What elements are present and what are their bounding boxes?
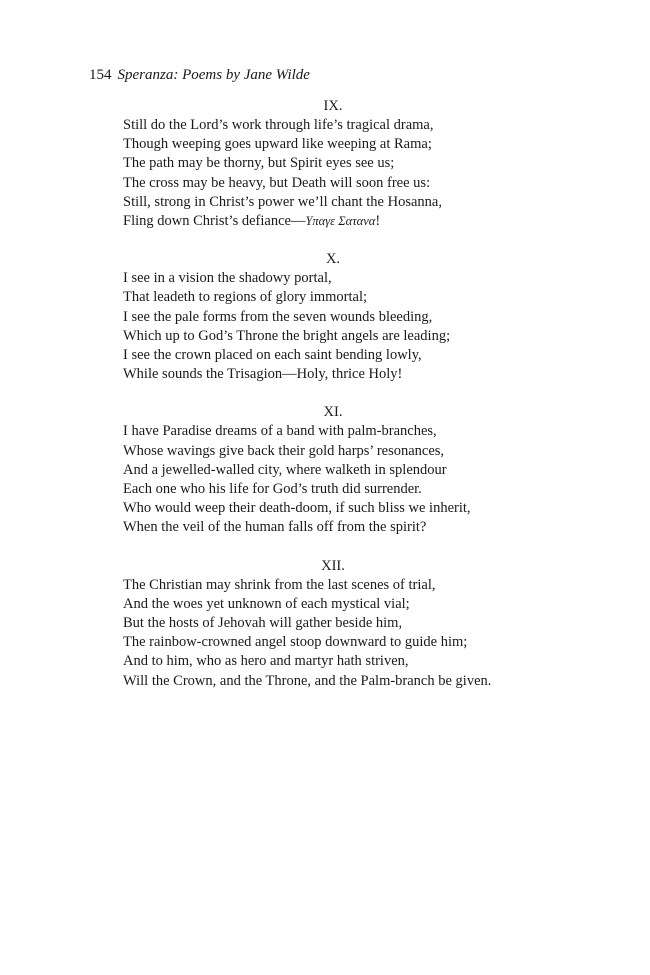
poem-line: That leadeth to regions of glory immortal; — [123, 289, 368, 306]
poem-line: While sounds the Trisagion—Holy, thrice Holy! — [123, 366, 403, 383]
poem-line: And to him, who as hero and martyr hath striven, — [123, 653, 409, 670]
stanza-number: XII. — [321, 557, 345, 574]
poem-line: And the woes yet unknown of each mystical vial; — [123, 595, 410, 612]
stanza-x — [123, 250, 593, 384]
poem-line: The cross may be heavy, but Death will soon free us: — [123, 174, 431, 191]
running-head — [89, 66, 310, 84]
poem-line: The path may be thorny, but Spirit eyes see us; — [123, 155, 395, 172]
poem-line: I see the crown placed on each saint bending lowly, — [123, 347, 422, 364]
stanza-number: XI. — [323, 404, 343, 421]
poem-line: Though weeping goes upward like weeping at Rama; — [123, 136, 432, 153]
poem-line: Who would weep their death-doom, if such bliss we inherit, — [123, 500, 471, 517]
poem-line-text: Fling down Christ’s defiance— — [123, 213, 306, 230]
poem-line: When the veil of the human falls off from the spirit? — [123, 519, 427, 536]
poem-line: I see the pale forms from the seven wounds bleeding, — [123, 308, 433, 325]
poem-line: The rainbow-crowned angel stoop downward to guide him; — [123, 634, 468, 651]
poem-line: I have Paradise dreams of a band with palm-branches, — [123, 423, 437, 440]
poem-line: I see in a vision the shadowy portal, — [123, 270, 332, 287]
poem-body — [123, 97, 593, 710]
book-title: Speranza: Poems by Jane Wilde — [117, 67, 310, 83]
poem-line: The Christian may shrink from the last scenes of trial, — [123, 576, 436, 593]
stanza-xi — [123, 403, 593, 537]
stanza-xii — [123, 557, 593, 691]
stanza-number: X. — [325, 251, 341, 268]
line-punctuation: ! — [375, 213, 381, 230]
stanza-ix — [123, 97, 593, 231]
poem-line: Which up to God’s Throne the bright angels are leading; — [123, 327, 451, 344]
poem-line: Still, strong in Christ’s power we’ll chant the Hosanna, — [123, 193, 442, 210]
poem-line: Will the Crown, and the Throne, and the Palm-branch be given. — [123, 672, 492, 689]
poem-line: Still do the Lord’s work through life’s tragical drama, — [123, 117, 434, 133]
stanza-number: IX. — [323, 98, 343, 114]
poem-line — [123, 212, 593, 231]
poem-line: Each one who his life for God’s truth did surrender. — [123, 481, 422, 498]
poem-line: And a jewelled-walled city, where walketh in splendour — [123, 461, 447, 478]
greek-phrase: Υπαγε Σατανα — [305, 214, 376, 229]
poem-line: But the hosts of Jehovah will gather beside him, — [123, 615, 403, 632]
poem-line: Whose wavings give back their gold harps’ resonances, — [123, 442, 445, 459]
page-number: 154 — [89, 67, 112, 83]
